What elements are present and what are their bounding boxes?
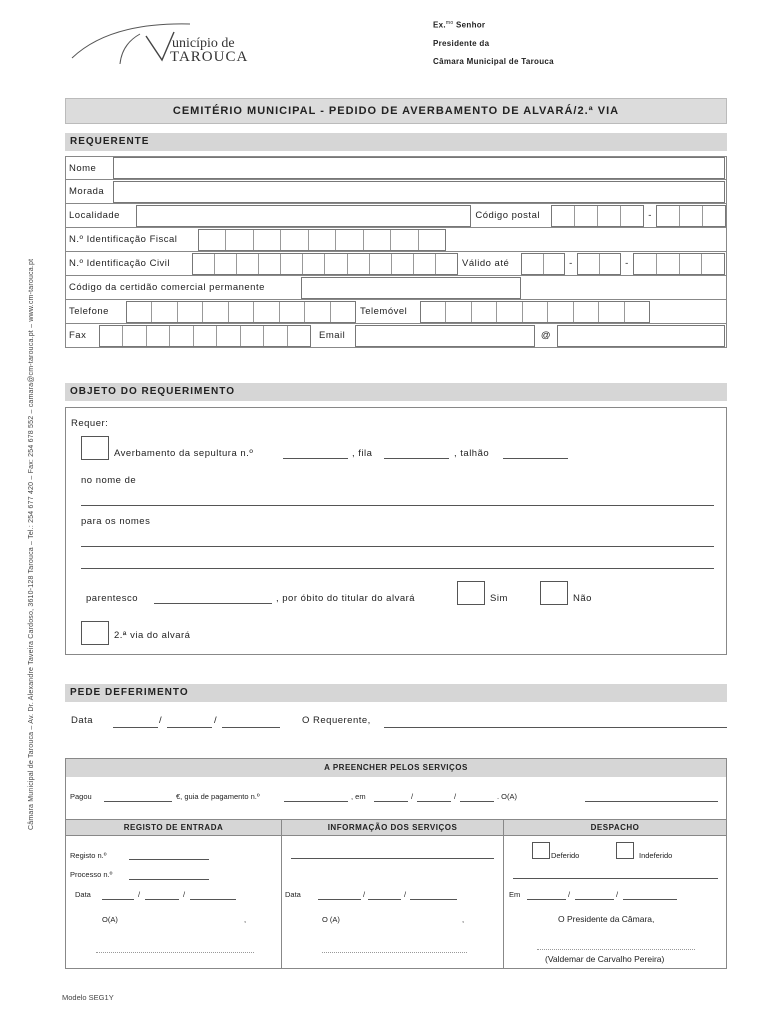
- para-os-nomes-label: para os nomes: [81, 516, 151, 527]
- row-nic: [65, 252, 727, 276]
- segunda-via-label: 2.ª via do alvará: [114, 630, 191, 641]
- guia-label: €, guia de pagamento n.º: [176, 792, 260, 801]
- requerente-sign-field[interactable]: [384, 727, 727, 728]
- email-label: Email: [319, 330, 346, 341]
- em-label: , em: [351, 792, 366, 801]
- para-os-nomes-field-2[interactable]: [81, 568, 714, 569]
- servicos-header: A PREENCHER PELOS SERVIÇOS: [66, 759, 726, 777]
- registo-day-field[interactable]: [102, 899, 134, 900]
- addressee-line1: Ex.: [433, 20, 446, 30]
- parentesco-label: parentesco: [86, 593, 139, 604]
- informacao-slash-1: /: [363, 890, 366, 899]
- fila-label: , fila: [352, 448, 373, 459]
- despacho-field[interactable]: [513, 878, 718, 879]
- email-at: @: [540, 330, 552, 341]
- informacao-slash-2: /: [404, 890, 407, 899]
- telemovel-label: Telemóvel: [360, 306, 408, 317]
- localidade-field[interactable]: [136, 205, 471, 227]
- registo-oa-label: O(A): [102, 915, 118, 924]
- indeferido-label: Indeferido: [639, 851, 673, 860]
- requerente-block: [65, 156, 727, 348]
- informacao-data-label: Data: [285, 890, 301, 899]
- deferido-label: Deferido: [551, 851, 580, 860]
- row-morada: [65, 180, 727, 204]
- registo-comma: ,: [244, 915, 247, 924]
- objeto-block: [65, 407, 727, 655]
- registo-year-field[interactable]: [190, 899, 236, 900]
- addressee-line3: Câmara Municipal de Tarouca: [433, 56, 554, 66]
- sim-checkbox[interactable]: [457, 581, 485, 605]
- deferido-checkbox[interactable]: [532, 842, 550, 859]
- informacao-head: INFORMAÇÃO DOS SERVIÇOS: [282, 820, 503, 836]
- telefone-label: Telefone: [69, 306, 109, 317]
- deferimento-month-field[interactable]: [167, 727, 212, 728]
- informacao-comma: ,: [462, 915, 465, 924]
- registo-n-field[interactable]: [129, 859, 209, 860]
- indeferido-checkbox[interactable]: [616, 842, 634, 859]
- deferimento-year-field[interactable]: [222, 727, 280, 728]
- em-slash-2: /: [454, 792, 457, 801]
- talhao-label: , talhão: [454, 448, 490, 459]
- registo-head: REGISTO DE ENTRADA: [66, 820, 281, 836]
- telemovel-field[interactable]: [420, 301, 650, 323]
- processo-n-field[interactable]: [129, 879, 209, 880]
- despacho-slash-2: /: [616, 890, 619, 899]
- oa-field[interactable]: [585, 801, 718, 802]
- registo-sign-field[interactable]: [96, 952, 254, 953]
- sidebar-contact-text: Câmara Municipal de Tarouca – Av. Dr. Alexandre Taveira Cardoso, 3610-128 Tarouca – Tel.: 254 677 420 – Fax: 254 678 552 – camara@cm-tarouca.pt – www.cm-tarouca.pt: [28, 258, 35, 830]
- addressee-line1-rest: Senhor: [453, 20, 486, 30]
- guia-field[interactable]: [284, 801, 348, 802]
- oa-dot-label: . O(A): [497, 792, 517, 801]
- deferimento-day-field[interactable]: [113, 727, 158, 728]
- servicos-block: [65, 758, 727, 969]
- presidente-sign-line[interactable]: [537, 949, 695, 950]
- codigo-postal-label: Código postal: [475, 210, 540, 221]
- averbamento-checkbox[interactable]: [81, 436, 109, 460]
- fax-label: Fax: [69, 330, 87, 341]
- informacao-month-field[interactable]: [368, 899, 401, 900]
- deferimento-data-label: Data: [71, 715, 94, 726]
- informacao-year-field[interactable]: [410, 899, 457, 900]
- valido-year-field[interactable]: [633, 253, 725, 275]
- deferimento-slash-1: /: [159, 715, 163, 726]
- em-month-field[interactable]: [417, 801, 451, 802]
- registo-slash-2: /: [183, 890, 186, 899]
- col-informacao: [282, 819, 504, 969]
- addressee-sup: mo: [445, 20, 454, 26]
- no-nome-de-field[interactable]: [81, 505, 714, 506]
- email-user-field[interactable]: [355, 325, 535, 347]
- por-obito-label: , por óbito do titular do alvará: [276, 593, 416, 604]
- logo-text-line2: TAROUCA: [170, 49, 249, 65]
- em-day-field[interactable]: [374, 801, 408, 802]
- segunda-via-checkbox[interactable]: [81, 621, 109, 645]
- fax-field[interactable]: [99, 325, 311, 347]
- informacao-sign-field[interactable]: [322, 952, 467, 953]
- despacho-month-field[interactable]: [575, 899, 614, 900]
- email-domain-field[interactable]: [557, 325, 725, 347]
- sim-label: Sim: [490, 593, 508, 604]
- page-title: CEMITÉRIO MUNICIPAL - PEDIDO DE AVERBAMENTO DE ALVARÁ/2.ª VIA: [65, 98, 727, 124]
- despacho-em-label: Em: [509, 890, 521, 899]
- localidade-label: Localidade: [69, 210, 120, 221]
- nif-label: N.º Identificação Fiscal: [69, 234, 178, 245]
- nif-field[interactable]: [198, 229, 446, 251]
- section-objeto: OBJETO DO REQUERIMENTO: [65, 383, 727, 401]
- addressee-line2: Presidente da: [433, 38, 490, 48]
- registo-slash-1: /: [138, 890, 141, 899]
- registo-n-label: Registo n.º: [70, 851, 107, 860]
- nic-label: N.º Identificação Civil: [69, 258, 171, 269]
- col-registo: [66, 819, 282, 969]
- logo-text-line1: unicípio de: [172, 36, 235, 51]
- despacho-head: DESPACHO: [504, 820, 726, 836]
- valido-day-field[interactable]: [521, 253, 565, 275]
- parentesco-field[interactable]: [154, 603, 272, 604]
- despacho-day-field[interactable]: [527, 899, 566, 900]
- nome-field[interactable]: [113, 157, 725, 179]
- telefone-field[interactable]: [126, 301, 356, 323]
- nao-checkbox[interactable]: [540, 581, 568, 605]
- morada-field[interactable]: [113, 181, 725, 203]
- valido-dash-2: -: [625, 258, 629, 269]
- footer-model: Modelo SEG1Y: [62, 993, 114, 1002]
- pagou-label: Pagou: [70, 792, 92, 801]
- requerente-sign-label: O Requerente,: [302, 715, 371, 726]
- morada-label: Morada: [69, 186, 105, 197]
- presidente-label: O Presidente da Câmara,: [558, 914, 655, 924]
- requer-label: Requer:: [71, 418, 109, 429]
- row-telefone: [65, 300, 727, 324]
- certidao-field[interactable]: [301, 277, 521, 299]
- row-certidao: [65, 276, 727, 300]
- row-nif: [65, 228, 727, 252]
- em-year-field[interactable]: [460, 801, 494, 802]
- nao-label: Não: [573, 593, 592, 604]
- valido-month-field[interactable]: [577, 253, 621, 275]
- registo-data-label: Data: [75, 890, 91, 899]
- informacao-field[interactable]: [291, 858, 494, 859]
- certidao-label: Código da certidão comercial permanente: [69, 282, 265, 293]
- registo-month-field[interactable]: [145, 899, 179, 900]
- fila-field[interactable]: [384, 458, 449, 459]
- row-fax: [65, 324, 727, 348]
- valido-ate-label: Válido até: [462, 258, 510, 269]
- em-slash-1: /: [411, 792, 414, 801]
- addressee: [433, 17, 554, 68]
- row-localidade: [65, 204, 727, 228]
- row-nome: [65, 156, 727, 180]
- section-deferimento: PEDE DEFERIMENTO: [65, 684, 727, 702]
- talhao-field[interactable]: [503, 458, 568, 459]
- despacho-slash-1: /: [568, 890, 571, 899]
- codigo-postal-ext-field[interactable]: [656, 205, 726, 227]
- cp-dash: -: [648, 210, 652, 221]
- nic-field[interactable]: [192, 253, 458, 275]
- section-requerente: REQUERENTE: [65, 133, 727, 151]
- sepultura-field[interactable]: [283, 458, 348, 459]
- valido-dash-1: -: [569, 258, 573, 269]
- informacao-oa-label: O (A): [322, 915, 340, 924]
- no-nome-de-label: no nome de: [81, 475, 137, 486]
- presidente-nome: (Valdemar de Carvalho Pereira): [545, 954, 665, 964]
- nome-label: Nome: [69, 162, 97, 174]
- despacho-year-field[interactable]: [623, 899, 677, 900]
- logo: [70, 18, 270, 68]
- averbamento-label: Averbamento da sepultura n.º: [114, 448, 254, 459]
- processo-n-label: Processo n.º: [70, 870, 113, 879]
- informacao-day-field[interactable]: [318, 899, 361, 900]
- deferimento-slash-2: /: [214, 715, 218, 726]
- codigo-postal-field[interactable]: [551, 205, 644, 227]
- para-os-nomes-field-1[interactable]: [81, 546, 714, 547]
- pagou-field[interactable]: [104, 801, 172, 802]
